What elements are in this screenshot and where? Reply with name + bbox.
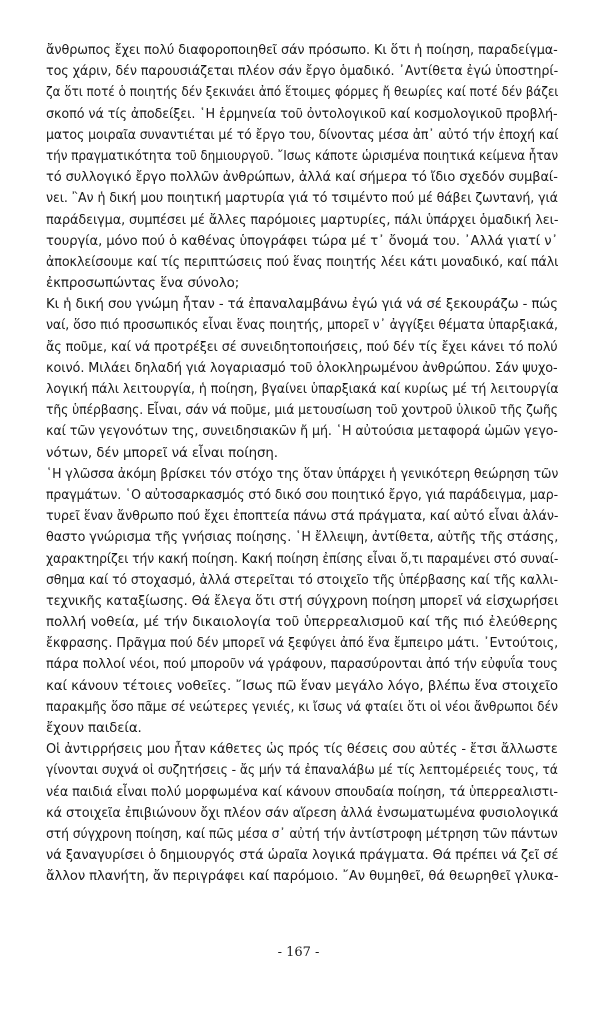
paragraph-4 xyxy=(46,739,558,887)
text-line: πολλή νοθεία, μέ τήν δικαιολογία τοῦ ὑπερρεαλισμοῦ καί τῆς πιό ἐλεύθερης xyxy=(46,615,558,631)
text-line: καί τῶν γεγονότων της, συνειδησιακῶν ἤ μή. ῾Η αὐτούσια μεταφορά ὠμῶν γεγο- xyxy=(46,424,558,440)
text-line: παρακμῆς ὅσο πᾶμε σέ νεώτερες γενιές, κι ἴσως νά φταίει ὅτι οἱ νέοι ἄνθρωποι δέν xyxy=(46,699,558,715)
text-line: ἔχουν παιδεία. xyxy=(46,721,142,736)
text-line: στή σύγχρονη ποίηση, καί πῶς μέσα σ᾿ αὐτή τήν ἀντίστροφη μέτρηση τῶν πάντων xyxy=(46,826,558,842)
text-line: νει. ῍Αν ἡ δική μου ποιητική μαρτυρία γιά τό τσιμέντο πού μέ θάβει ζωντανή, γιά xyxy=(46,191,558,207)
page-body xyxy=(46,40,558,888)
text-line: καί κάνουν τέτοιες νοθεῖες. ῎Ισως πῶ ἕναν μεγάλο λόγο, βλέπω ἕνα στοιχεῖο xyxy=(46,678,558,694)
text-line: νότων, δέν μπορεῖ νά εἶναι ποίηση. xyxy=(46,445,278,461)
text-line: κά στοιχεῖα ἐπιβιώνουν ὄχι πλέον σάν αἵρεση ἀλλά ἐνσωματωμένα φυσιολογικά xyxy=(46,805,559,821)
text-line: σθημα καί τό στοχασμό, ἀλλά στερεῖται τό στοιχεῖο τῆς ὑπέρβασης καί τῆς καλλι- xyxy=(46,572,559,588)
text-line: λογική πάλι λειτουργία, ἡ ποίηση, βγαίνει ὑπαρξιακά καί κυρίως μέ τή λειτουργία xyxy=(46,382,559,397)
text-line: ἐκπροσωπώντας ἕνα σύνολο; xyxy=(46,276,240,292)
paragraph-1 xyxy=(46,40,558,294)
text-line: ῾Η γλῶσσα ἀκόμη βρίσκει τόν στόχο της ὅταν ὑπάρχει ἡ γενικότερη θεώρηση τῶν xyxy=(46,466,559,482)
text-line: σκοπό νά τίς ἀποδείξει. ῾Η ἑρμηνεία τοῦ ὀντολογικοῦ καί κοσμολογικοῦ προβλή- xyxy=(46,106,558,122)
text-line: ἀποκλείσουμε καί τίς περιπτώσεις πού ἕνας ποιητής λέει κάτι μοναδικό, καί πάλι xyxy=(46,254,559,270)
text-line: τυρεῖ ἕναν ἄνθρωπο πού ἔχει ἐποπτεία πάνω στά πράγματα, καί αὐτό εἶναι ἀλάν- xyxy=(46,509,559,525)
text-line: τεχνικῆς καταξίωσης. Θά ἔλεγα ὅτι στή σύγχρονη ποίηση μπορεῖ νά εἰσχωρήσει xyxy=(46,593,559,609)
text-line: πάρα πολλοί νέοι, πού μποροῦν νά γράφουν, παρασύρονται ἀπό τήν εὐφυΐα τους xyxy=(46,657,558,673)
text-line: κοινό. Μιλάει δηλαδή γιά λογαριασμό τοῦ ὁλοκληρωμένου ἀνθρώπου. Σάν ψυχο- xyxy=(46,360,558,376)
text-line: θαστο γνώρισμα τῆς γνήσιας ποίησης. ῾Η ἔλλειψη, ἀντίθετα, αὐτῆς τῆς στάσης, xyxy=(46,530,559,546)
text-line: πραγμάτων. ῾Ο αὐτοσαρκασμός στό δικό σου ποιητικό ἔργο, γιά παράδειγμα, μαρ- xyxy=(46,487,558,503)
text-line: τό συλλογικό ἔργο πολλῶν ἀνθρώπων, ἀλλά καί σήμερα τό ἴδιο σχεδόν συμβαί- xyxy=(46,170,558,186)
paragraph-3 xyxy=(46,464,558,739)
text-line: ἄς ποῦμε, καί νά προτρέξει σέ συνειδητοποιήσεις, πού δέν τίς ἔχει κάνει τό πολύ xyxy=(46,339,558,355)
text-line: χαρακτηρίζει τήν κακή ποίηση. Κακή ποίηση ἐπίσης εἶναι ὅ,τι παραμένει στό συναί- xyxy=(46,551,559,567)
text-line: νά ξαναγυρίσει ὁ δημιουργός στά ὡραῖα λογικά πράγματα. Θά πρέπει νά ζεῖ σέ xyxy=(46,848,559,864)
text-line: ζα ὅτι ποτέ ὁ ποιητής δέν ξεκινάει ἀπό ἕτοιμες φόρμες ἤ θεωρίες καί ποτέ δέν βάζει xyxy=(46,85,559,101)
text-line: ναί, ὅσο πιό προσωπικός εἶναι ἕνας ποιητής, μπορεῖ ν᾿ ἀγγίξει θέματα ὑπαρξιακά, xyxy=(46,318,558,334)
text-line: νέα παιδιά εἶναι πολύ μορφωμένα καί κάνουν σπουδαία ποίηση, τά ὑπερρεαλιστι- xyxy=(46,784,558,800)
text-line: Κι ἡ δική σου γνώμη ἦταν - τά ἐπαναλαμβάνω ἐγώ γιά νά σέ ξεκουράζω - πώς xyxy=(46,297,558,313)
text-line: Οἱ ἀντιρρήσεις μου ἦταν κάθετες ὡς πρός τίς θέσεις σου αὐτές - ἔτσι ἄλλωστε xyxy=(46,742,558,758)
text-line: ἄλλον πλανήτη, ἄν περιγράφει καί παρόμοιο. ῎Αν θυμηθεῖ, θά θεωρηθεῖ γλυκα- xyxy=(46,869,559,885)
text-line: τος χάριν, δέν παρουσιάζεται πλέον σάν ἔργο ὁμαδικό. ᾿Αντίθετα ἐγώ ὑποστηρί- xyxy=(46,64,559,80)
paragraph-2 xyxy=(46,294,558,464)
text-line: ματος μοιραῖα συναντιέται μέ τό ἔργο του, δίνοντας μέσα ἀπ᾿ αὐτό τήν ἐποχή καί xyxy=(46,127,559,143)
page-number: - 167 - xyxy=(277,945,320,960)
text-line: τουργία, μόνο πού ὁ καθένας ὑπογράφει τώρα μέ τ᾿ ὄνομά του. ᾿Αλλά γιατί ν᾿ xyxy=(46,233,558,249)
text-line: τῆς ὑπέρβασης. Εἶναι, σάν νά ποῦμε, μιά μετουσίωση τοῦ χοντροῦ ὑλικοῦ τῆς ζωῆς xyxy=(46,403,558,419)
text-line: γίνονται συχνά οἱ συζητήσεις - ἄς μήν τά ἐπαναλάβω μέ τίς λεπτομέρειές τους, τά xyxy=(46,763,558,779)
text-line: ἔκφρασης. Πρᾶγμα πού δέν μπορεῖ νά ξεφύγει ἀπό ἕνα ἔμπειρο μάτι. ᾿Εντούτοις, xyxy=(46,636,559,652)
text-line: παράδειγμα, συμπέσει μέ ἄλλες παρόμοιες μαρτυρίες, πάλι ὑπάρχει ὁμαδική λει- xyxy=(46,212,559,228)
text-line: ἄνθρωπος ἔχει πολύ διαφοροποιηθεῖ σάν πρόσωπο. Κι ὅτι ἡ ποίηση, παραδείγμα- xyxy=(46,43,558,58)
text-line: τήν πραγματικότητα τοῦ δημιουργοῦ. ῎Ισως κάποτε ὡρισμένα ποιητικά κείμενα ἦταν xyxy=(46,148,559,164)
